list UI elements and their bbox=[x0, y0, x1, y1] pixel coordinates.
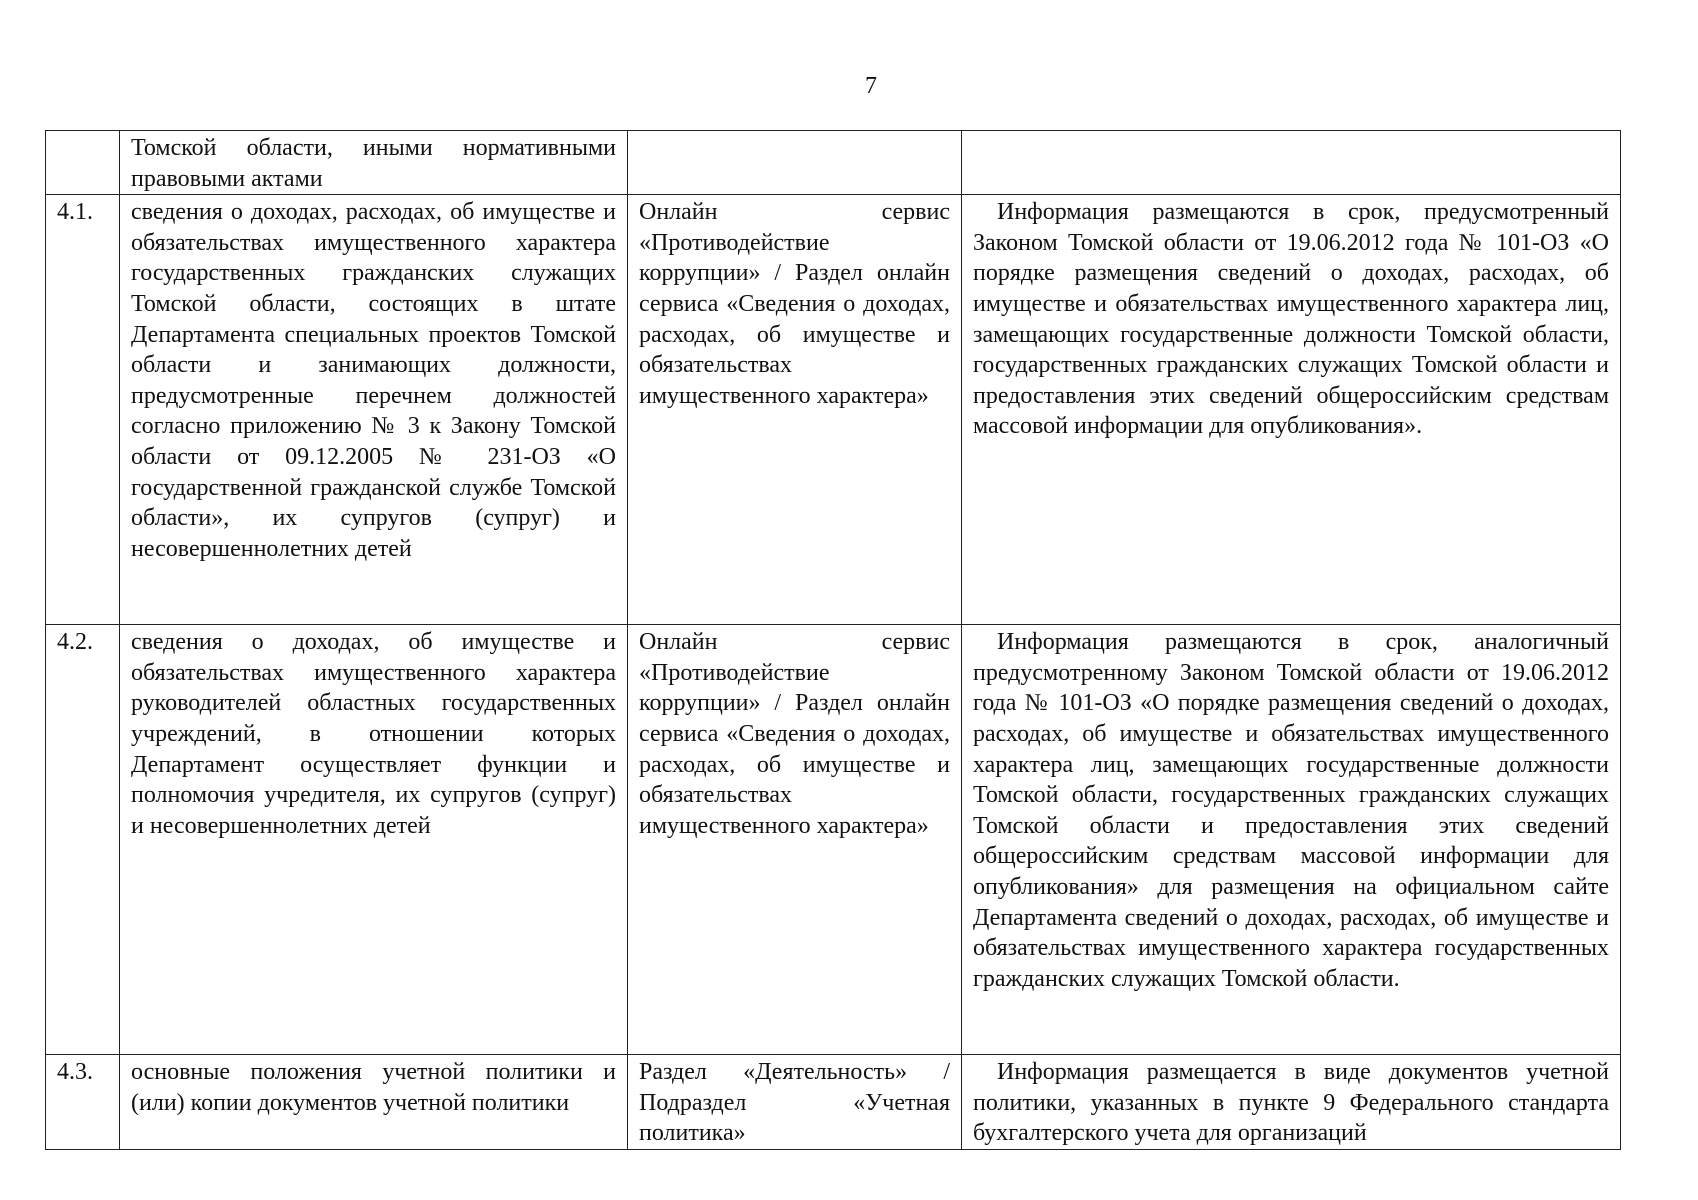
row-location bbox=[628, 131, 962, 195]
row-description: основные положения учетной политики и (или) копии документов учетной политики bbox=[120, 1055, 628, 1150]
row-info-text: Информация размещаются в срок, предусмотренный Законом Томской области от 19.06.2012 года № 101-ОЗ «О порядке размещения сведений о доходах, расходах, об имуществе и обязательствах имущественного характера лиц, замещающих государственные должности Томской области, государственных гражданских служащих Томской области и предоставления этих сведений общероссийским средствам массовой информации для опубликования». bbox=[973, 199, 1609, 440]
row-info-text: Информация размещаются в срок, аналогичный предусмотренному Законом Томской области от 19.06.2012 года № 101-ОЗ «О порядке размещения сведений о доходах, расходах, об имуществе и обязательствах имущественного характера лиц, замещающих государственные должности Томской области, государственных гражданских служащих Томской области и предоставления этих сведений общероссийским средствам массовой информации для опубликования» для размещения на официальном сайте Департамента сведений о доходах, расходах, об имуществе и обязательствах имущественного характера государственных гражданских служащих Томской области. bbox=[973, 629, 1609, 992]
row-info bbox=[962, 131, 1621, 195]
table-row bbox=[46, 625, 1621, 1055]
row-info bbox=[962, 195, 1621, 625]
table-row bbox=[46, 1055, 1621, 1150]
row-description: сведения о доходах, расходах, об имуществе и обязательствах имущественного характера государственных гражданских служащих Томской области, состоящих в штате Департамента специальных проектов Томской области и занимающих должности, предусмотренные перечнем должностей согласно приложению № 3 к Закону Томской области от 09.12.2005 № 231-ОЗ «О государственной гражданской службе Томской области», их супругов (супруг) и несовершеннолетних детей bbox=[120, 195, 628, 625]
row-number: 4.2. bbox=[46, 625, 120, 1055]
row-info-text: Информация размещается в виде документов учетной политики, указанных в пункте 9 Федерального стандарта бухгалтерского учета для организаций bbox=[973, 1059, 1609, 1147]
row-info bbox=[962, 1055, 1621, 1150]
row-location: Онлайн сервис «Противодействие коррупции» / Раздел онлайн сервиса «Сведения о доходах, расходах, об имуществе и обязательствах имущественного характера» bbox=[628, 195, 962, 625]
row-description: Томской области, иными нормативными правовыми актами bbox=[120, 131, 628, 195]
document-table bbox=[45, 130, 1621, 1150]
row-number: 4.3. bbox=[46, 1055, 120, 1150]
row-location: Онлайн сервис «Противодействие коррупции» / Раздел онлайн сервиса «Сведения о доходах, расходах, об имуществе и обязательствах имущественного характера» bbox=[628, 625, 962, 1055]
row-info bbox=[962, 625, 1621, 1055]
table-row bbox=[46, 195, 1621, 625]
row-description: сведения о доходах, об имуществе и обязательствах имущественного характера руководителей областных государственных учреждений, в отношении которых Департамент осуществляет функции и полномочия учредителя, их супругов (супруг) и несовершеннолетних детей bbox=[120, 625, 628, 1055]
page-number: 7 bbox=[865, 73, 877, 99]
row-number bbox=[46, 131, 120, 195]
row-location: Раздел «Деятельность» / Подраздел «Учетная политика» bbox=[628, 1055, 962, 1150]
table-row bbox=[46, 131, 1621, 195]
row-number: 4.1. bbox=[46, 195, 120, 625]
